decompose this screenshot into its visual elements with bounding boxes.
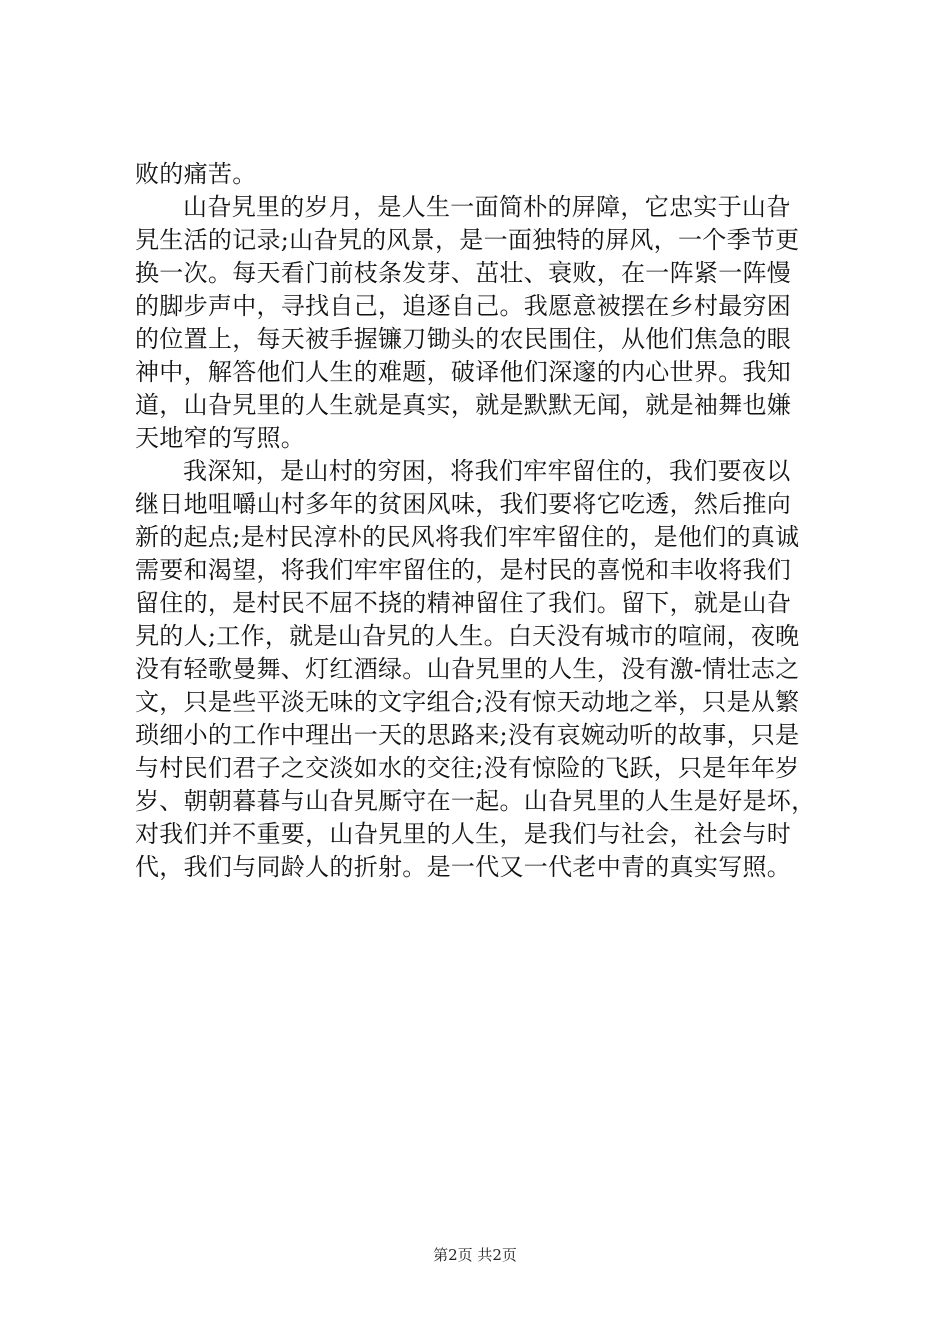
text-line: 旯生活的记录;山旮旯的风景，是一面独特的屏风，一个季节更 bbox=[135, 226, 800, 254]
text-line: 的脚步声中，寻找自己，追逐自己。我愿意被摆在乡村最穷困 bbox=[135, 292, 792, 320]
text-line: 继日地咀嚼山村多年的贫困风味，我们要将它吃透，然后推向 bbox=[135, 490, 792, 518]
text-line: 留住的，是村民不屈不挠的精神留住了我们。留下，就是山旮 bbox=[135, 589, 792, 617]
text-line: 琐细小的工作中理出一天的思路来;没有哀婉动听的故事，只是 bbox=[135, 721, 800, 749]
text-line: 我深知，是山村的穷困，将我们牢牢留住的，我们要夜以 bbox=[183, 457, 791, 485]
text-line: 文，只是些平淡无味的文字组合;没有惊天动地之举，只是从繁 bbox=[135, 688, 800, 716]
text-line: 代，我们与同龄人的折射。是一代又一代老中青的真实写照。 bbox=[135, 853, 792, 881]
text-line: 的位置上，每天被手握镰刀锄头的农民围住，从他们焦急的眼 bbox=[135, 325, 792, 353]
text-line: 神中，解答他们人生的难题，破译他们深邃的内心世界。我知 bbox=[135, 358, 792, 386]
text-line: 需要和渴望，将我们牢牢留住的，是村民的喜悦和丰收将我们 bbox=[135, 556, 792, 584]
text-line: 对我们并不重要，山旮旯里的人生，是我们与社会，社会与时 bbox=[135, 820, 792, 848]
text-line: 与村民们君子之交淡如水的交往;没有惊险的飞跃，只是年年岁 bbox=[135, 754, 800, 782]
text-line: 岁、朝朝暮暮与山旮旯厮守在一起。山旮旯里的人生是好是坏， bbox=[135, 787, 816, 815]
text-line: 没有轻歌曼舞、灯红酒绿。山旮旯里的人生，没有激-情壮志之 bbox=[135, 655, 800, 683]
text-line: 换一次。每天看门前枝条发芽、茁壮、衰败，在一阵紧一阵慢 bbox=[135, 259, 792, 287]
document-body bbox=[135, 158, 825, 884]
text-line: 败的痛苦。 bbox=[135, 160, 257, 188]
text-line: 新的起点;是村民淳朴的民风将我们牢牢留住的，是他们的真诚 bbox=[135, 523, 800, 551]
page-footer: 第2页 共2页 bbox=[433, 1246, 517, 1264]
text-line: 旯的人;工作，就是山旮旯的人生。白天没有城市的喧闹，夜晚 bbox=[135, 622, 800, 650]
text-line: 天地窄的写照。 bbox=[135, 424, 306, 452]
text-line: 山旮旯里的岁月，是人生一面简朴的屏障，它忠实于山旮 bbox=[183, 193, 791, 221]
text-line: 道，山旮旯里的人生就是真实，就是默默无闻，就是袖舞也嫌 bbox=[135, 391, 792, 419]
